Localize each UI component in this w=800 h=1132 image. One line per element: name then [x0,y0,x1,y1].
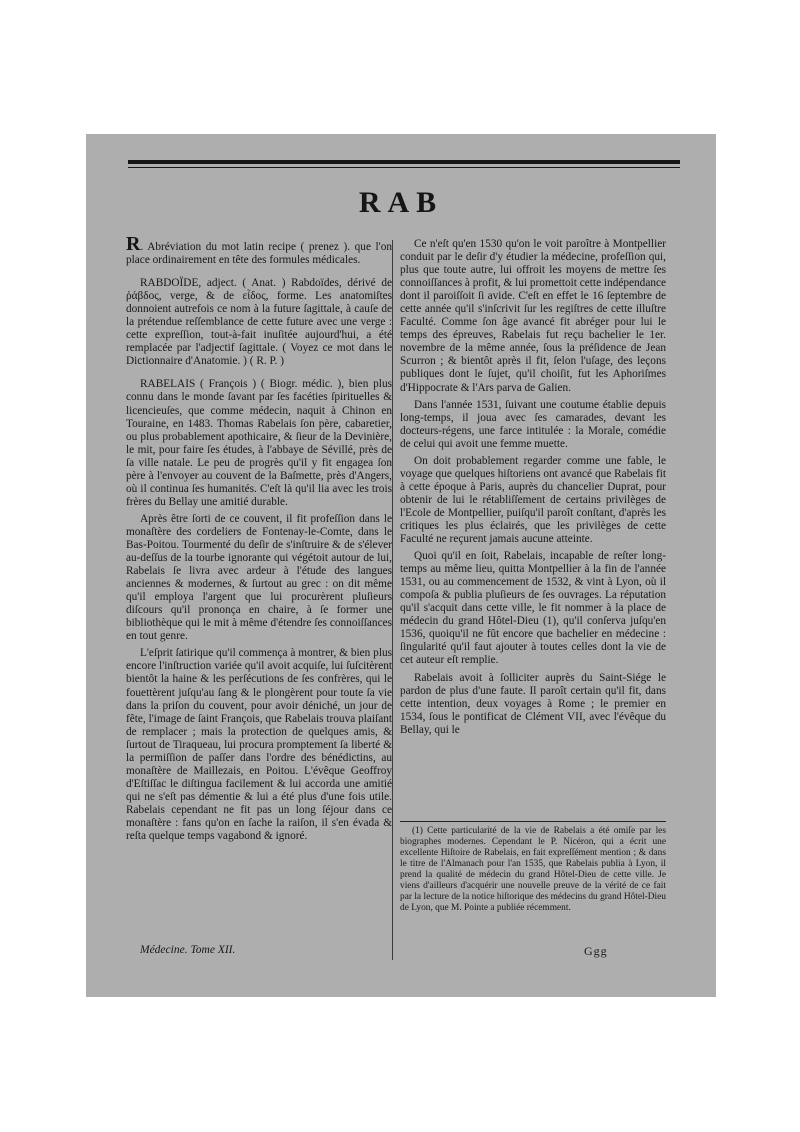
header-rule-thin [128,167,680,168]
left-column [126,233,392,847]
entry-r [126,233,392,267]
footnote [400,826,666,914]
entry-rabelais-paragraph-3: L'eſprit ſatirique qu'il commença à montrer, & bien plus encore l'inſtruction variée qu'il avoit acquiſe, lui ſuſcitèrent bientôt la haine & les perſécutions de ſes confrères, qui le fouettèrent juſqu'au ſang & le plongèrent pour toute ſa vie dans la priſon du couvent, pour avoir déniché, un jour de fête, l'image de ſaint François, que Rabelais trouva plaiſant de remplacer ; mais la protection de quelques amis, & ſurtout de Tiraqueau, lui procura promptement ſa liberté & la permiſſion de paſſer dans l'ordre des bénédictins, au monaſtère de Maillezais, en Poitou. L'évêque Geoffroy d'Eſtiſſac le diſtingua facilement & lui accorda une amitié qui ne s'eſt pas démentie & lui a été plus d'une fois utile. Rabelais cependant ne fit pas un long ſéjour dans ce monaſtère : fans qu'on en ſache la raiſon, il s'en évada & reſta quelque temps vagabond & ignoré. [126,647,392,843]
entry-rabdoide: RABDOÏDE, adject. ( Anat. ) Rabdoïdes, dérivé de ῥάβδος, verge, & de εἶδος, forme. Les anatomiſtes donnoient autrefois ce nom à la future ſagittale, à cauſe de la prétendue reſſemblance de cette future avec une verge : cette expreſſion, tout-à-fait inuſitée aujourd'hui, a été remplacée par l'adjectif ſagittale. ( Voyez ce mot dans le Dictionnaire d'Anatomie. ) ( R. P. ) [126,277,392,368]
column-divider [392,240,393,960]
page-heading: RAB [358,186,444,219]
right-paragraph-3: On doit probablement regarder comme une fable, le voyage que quelques hiſtoriens ont avancé que Rabelais fit à cette époque à Paris, auprès du chancelier Duprat, pour obtenir de lui le rétabliſſement de certains privilèges de l'Ecole de Montpellier, puiſqu'il paroît conſtant, d'après les critiques les plus éclairés, que les privilèges de cette Faculté ne reçurent jamais aucune atteinte. [400,454,666,546]
right-paragraph-4: Quoi qu'il en ſoit, Rabelais, incapable de reſter long-temps au même lieu, quitta Montpellier à la fin de l'année 1531, ou au commencement de 1532, & vint à Lyon, où il compoſa & publia pluſieurs de ſes ouvrages. La réputation qu'il s'acquit dans cette ville, le fit nommer à la place de médecin du grand Hôtel-Dieu (1), qu'il conſerva juſqu'en 1536, quoiqu'il ne fût encore que bachelier en médecine : ſingularité qu'il faut ajouter à toutes celles dont la vie de cet auteur eſt remplie. [400,550,666,667]
right-paragraph-5: Rabelais avoit à ſolliciter auprès du Saint-Siége le pardon de plus d'une faute. Il paroît certain qu'il fit, dans cette intention, deux voyages à Rome ; le premier en 1534, ſous le pontificat de Clément VII, avec l'évêque du Bellay, qui le [400,671,666,736]
footer-signature: Ggg [584,944,608,958]
header-rule-thick [128,160,680,164]
footnote-text: (1) Cette particularité de la vie de Rabelais a été omiſe par les biographes modernes. Cependant le P. Nicéron, qui a écrit une excellente Hiſtoire de Rabelais, en fait expreſſément mention ; & dans le titre de l'Almanach pour l'an 1535, que Rabelais publia à Lyon, il prend la qualité de médecin du grand Hôtel-Dieu de cette ville. Je viens d'ailleurs d'acquérir une nouvelle preuve de la vérité de ce fait par la lecture de la notice hiſtorique des médecins du grand Hôtel-Dieu de Lyon, que M. Pointe a publiée récemment. [400,826,666,913]
right-paragraph-1: Ce n'eſt qu'en 1530 qu'on le voit paroître à Montpellier conduit par le deſir d'y étudier la médecine, profeſſion qui, plus que toute autre, lui offroit les moyens de mettre ſes connoiſſances à profit, & lui promettoit cette indépendance dont il paroiſſoit ſi avide. C'eſt en effet le 16 ſeptembre de cette année qu'il s'inſcrivit ſur les regiſtres de cette illuſtre Faculté. Comme ſon âge avancé fit abréger pour lui le temps des épreuves, Rabelais fut reçu bachelier le 1er. novembre de la même année, ſous la préſidence de Jean Scurron ; & bientôt après il fit, ſelon l'uſage, des leçons publiques dont le ſujet, qu'il choiſit, fut les Aphoriſmes d'Hippocrate & l'Ars parva de Galien. [400,238,667,394]
entry-r-initial: R [126,233,141,255]
footer-volume: Médecine. Tome XII. [140,944,236,956]
entry-r-text: . Abréviation du mot latin recipe ( prenez ). que l'on place ordinairement en tête des formules médicales. [126,241,392,267]
right-paragraph-2: Dans l'année 1531, ſuivant une coutume établie depuis long-temps, il joua avec ſes camarades, devant les docteurs-régens, une farce intitulée : la Morale, comédie de celui qui avoit une femme muette. [400,398,666,450]
scanned-page [86,134,716,997]
footnote-rule [400,821,666,822]
right-column [400,238,666,741]
entry-rabelais-paragraph-2: Après être ſorti de ce couvent, il fit profeſſion dans le monaſtère des cordeliers de Fontenay-le-Comte, dans le Bas-Poitou. Tourmenté du deſir de s'inſtruire & de s'élever au-deſſus de la tourbe ignorante qui végétoit autour de lui, Rabelais ſe livra avec ardeur à l'étude des langues anciennes & modernes, & ſurtout au grec : on dit même qu'il employa l'argent que lui procurèrent pluſieurs diſcours qu'il prononça en chaire, à ſe former une bibliothèque qui le mit à même d'étendre ſes connoiſſances en tout genre. [126,512,392,643]
entry-rabelais-paragraph-1: RABELAIS ( François ) ( Biogr. médic. ), bien plus connu dans le monde ſavant par ſes facéties ſpirituelles & licencieuſes, que comme médecin, naquit à Chinon en Touraine, en 1483. Thomas Rabelais ſon père, cabaretier, ou plus probablement apothicaire, & ſieur de la Devinière, le mit, pour faire ſes études, à l'abbaye de Sévillé, près de ſa ville natale. Le peu de progrès qu'il y fit engagea ſon père à l'envoyer au couvent de la Baſmette, près d'Angers, où il continua ſes humanités. C'eſt là qu'il lia avec les trois frères du Bellay une amitié durable. [126,378,392,508]
